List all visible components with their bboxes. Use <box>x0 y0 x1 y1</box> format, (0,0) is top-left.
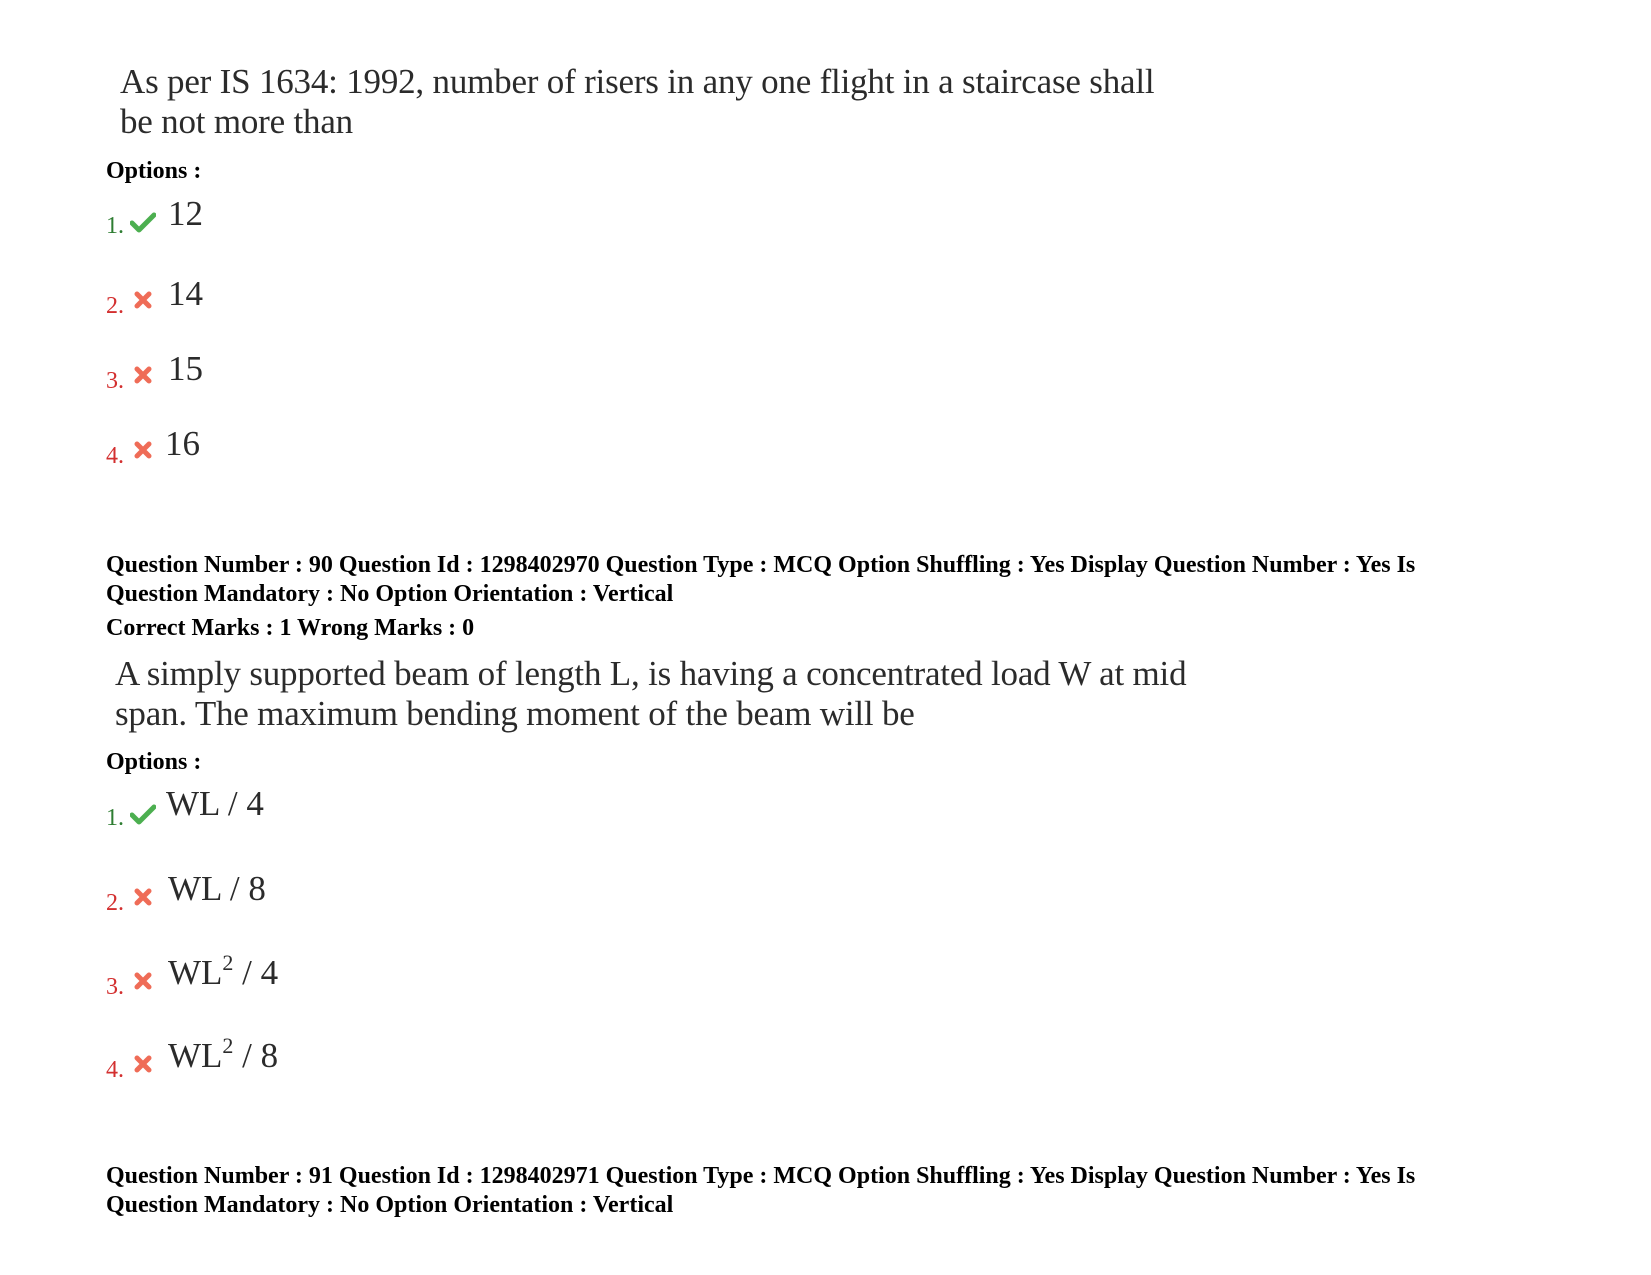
option-value <box>168 869 266 909</box>
cross-icon <box>130 885 156 909</box>
option-superscript: 2 <box>222 950 234 975</box>
option-base: WL <box>168 1036 223 1075</box>
question-89-text-line-1: As per IS 1634: 1992, number of risers in any one flight in a staircase shall <box>120 62 1155 101</box>
option-number: 3. <box>106 974 124 1000</box>
cross-icon <box>130 969 156 993</box>
option-number: 3. <box>106 368 124 394</box>
option-number: 4. <box>106 1057 124 1083</box>
question-90-text-line-1: A simply supported beam of length L, is having a concentrated load W at mid <box>115 654 1187 693</box>
option-number: 1. <box>106 213 124 239</box>
cross-icon <box>130 438 156 462</box>
question-91-meta-line-1: Question Number : 91 Question Id : 1298402971 Question Type : MCQ Option Shuffling : Yes Display Question Number : Yes Is <box>106 1163 1416 1189</box>
question-89-text-line-2: be not more than <box>120 102 353 141</box>
option-number: 1. <box>106 805 124 831</box>
option-value <box>168 950 279 993</box>
option-number: 2. <box>106 293 124 319</box>
option-base: WL <box>168 953 223 992</box>
option-base: WL <box>166 784 220 823</box>
option-rest: / 4 <box>219 784 264 823</box>
checkmark-icon <box>130 210 156 234</box>
question-90-meta-line-2: Question Mandatory : No Option Orientation : Vertical <box>106 581 674 607</box>
cross-icon <box>130 288 156 312</box>
option-rest: / 8 <box>233 1036 279 1075</box>
question-90-marks: Correct Marks : 1 Wrong Marks : 0 <box>106 615 475 641</box>
question-90-text-line-2: span. The maximum bending moment of the beam will be <box>115 694 915 733</box>
option-value <box>168 1033 279 1076</box>
option-value: 12 <box>168 194 203 233</box>
option-number: 4. <box>106 443 124 469</box>
cross-icon <box>130 1052 156 1076</box>
option-value <box>166 784 264 824</box>
option-number: 2. <box>106 890 124 916</box>
question-90-meta-line-1: Question Number : 90 Question Id : 1298402970 Question Type : MCQ Option Shuffling : Yes Display Question Number : Yes Is <box>106 552 1416 578</box>
options-label: Options : <box>106 158 202 184</box>
option-value: 14 <box>168 274 203 313</box>
option-value: 15 <box>168 349 203 388</box>
cross-icon <box>130 363 156 387</box>
option-superscript: 2 <box>222 1033 234 1058</box>
option-value: 16 <box>165 424 200 463</box>
option-rest: / 4 <box>233 953 279 992</box>
question-91-meta-line-2: Question Mandatory : No Option Orientation : Vertical <box>106 1192 674 1218</box>
options-label: Options : <box>106 749 202 775</box>
checkmark-icon <box>130 802 156 826</box>
option-rest: / 8 <box>221 869 266 908</box>
option-base: WL <box>168 869 222 908</box>
